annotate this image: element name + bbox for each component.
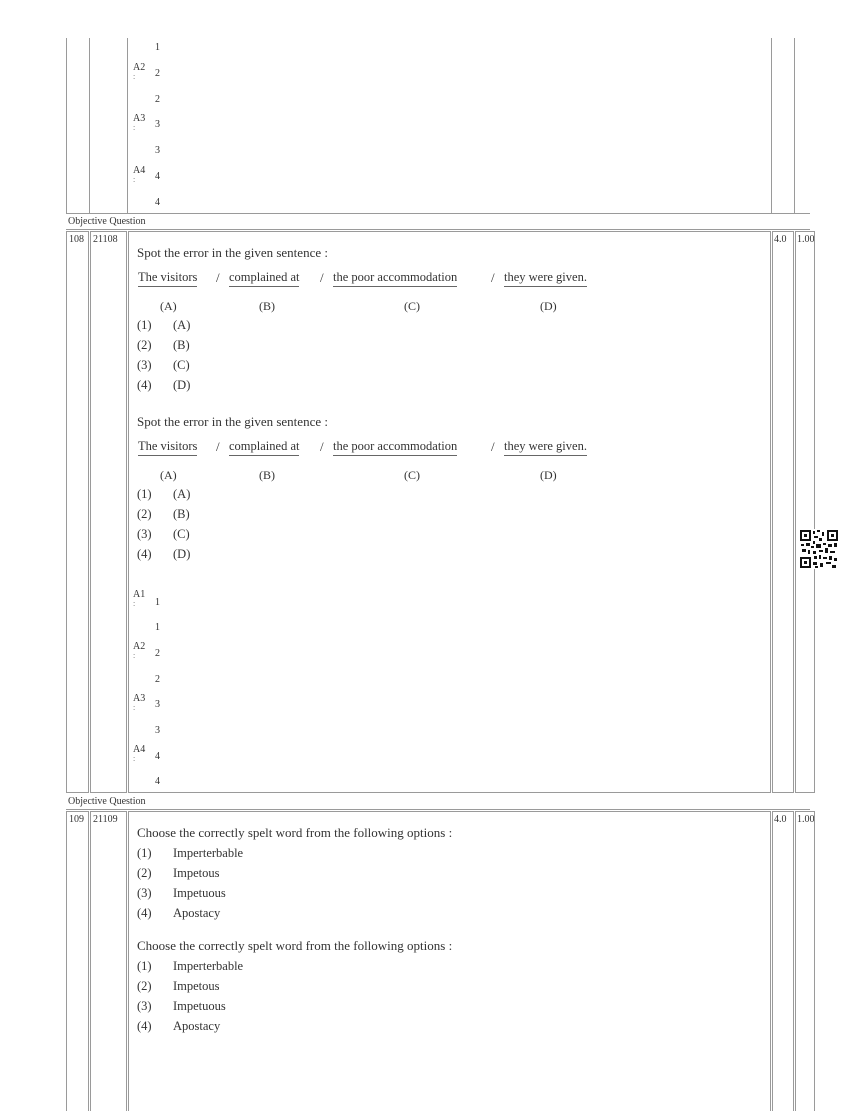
segment-label: (A) [160, 299, 177, 313]
serial-number: 109 [69, 814, 84, 825]
sentence-segment-b: complained at [229, 270, 299, 287]
answer-value: 4 [155, 197, 160, 208]
answer-label: A4 : [133, 744, 146, 763]
answer-label: A2 : [133, 641, 146, 660]
negative-marks-cell [795, 231, 815, 793]
segment-label: (B) [259, 299, 275, 313]
answer-value: 4 [155, 171, 160, 182]
option-3: (3) Impetuous [137, 999, 226, 1013]
sentence-segment-d: they were given. [504, 439, 587, 456]
option-2: (2) (B) [137, 507, 190, 521]
option-3: (3) (C) [137, 527, 190, 541]
segment-label: (B) [259, 468, 275, 482]
segment-label: (C) [404, 468, 420, 482]
slash: / [320, 270, 324, 285]
marks: 4.0 [774, 814, 787, 825]
answer-value: 1 [155, 42, 160, 53]
question-stem: Spot the error in the given sentence : [137, 414, 328, 429]
answer-label: A3 : [133, 693, 146, 712]
sentence-segment-a: The visitors [138, 270, 197, 287]
answer-label: A3 : [133, 113, 146, 132]
option-3: (3) Impetuous [137, 886, 226, 900]
option-4: (4) (D) [137, 547, 191, 561]
option-2: (2) Impetous [137, 866, 220, 880]
answer-value: 3 [155, 145, 160, 156]
answer-value: 4 [155, 776, 160, 787]
answer-value: 3 [155, 725, 160, 736]
question-id-cell [90, 231, 127, 793]
sentence-segment-c: the poor accommodation [333, 270, 457, 287]
answer-value: 4 [155, 751, 160, 762]
question-type-label: Objective Question [68, 796, 146, 807]
option-1: (1) (A) [137, 318, 191, 332]
segment-label: (D) [540, 468, 557, 482]
negative-marks: 1.00 [797, 814, 815, 825]
question-id-cell [90, 811, 127, 1111]
option-2: (2) (B) [137, 338, 190, 352]
answer-value: 1 [155, 597, 160, 608]
marks-cell [772, 231, 794, 793]
slash: / [216, 270, 220, 285]
marks-cell [772, 811, 794, 1111]
marks: 4.0 [774, 234, 787, 245]
question-type-label: Objective Question [68, 216, 146, 227]
answer-label: A4 : [133, 165, 146, 184]
option-4: (4) (D) [137, 378, 191, 392]
answer-label: A2 : [133, 62, 146, 81]
sentence-segment-c: the poor accommodation [333, 439, 457, 456]
negative-marks: 1.00 [797, 234, 815, 245]
option-1: (1) Imperterbable [137, 959, 244, 973]
option-4: (4) Apostacy [137, 906, 221, 920]
serial-number: 108 [69, 234, 84, 245]
option-1: (1) (A) [137, 487, 191, 501]
segment-label: (C) [404, 299, 420, 313]
answer-value: 2 [155, 68, 160, 79]
qr-code-icon [799, 529, 839, 573]
sentence-segment-d: they were given. [504, 270, 587, 287]
negative-marks-cell [795, 811, 815, 1111]
question-stem: Spot the error in the given sentence : [137, 245, 328, 260]
question-id: 21108 [93, 234, 118, 245]
option-3: (3) (C) [137, 358, 190, 372]
serial-cell [66, 231, 89, 793]
answer-value: 3 [155, 119, 160, 130]
segment-label: (D) [540, 299, 557, 313]
sentence-segment-a: The visitors [138, 439, 197, 456]
answer-label: A1 : [133, 589, 146, 608]
question-body-cell [128, 231, 771, 793]
slash: / [320, 439, 324, 454]
option-2: (2) Impetous [137, 979, 220, 993]
answer-value: 2 [155, 674, 160, 685]
slash: / [216, 439, 220, 454]
sentence-segment-b: complained at [229, 439, 299, 456]
serial-cell [66, 811, 89, 1111]
question-id: 21109 [93, 814, 118, 825]
answer-value: 3 [155, 699, 160, 710]
answer-value: 1 [155, 622, 160, 633]
slash: / [491, 270, 495, 285]
answer-value: 2 [155, 648, 160, 659]
slash: / [491, 439, 495, 454]
option-1: (1) Imperterbable [137, 846, 244, 860]
option-4: (4) Apostacy [137, 1019, 221, 1033]
question-stem: Choose the correctly spelt word from the following options : [137, 938, 453, 953]
question-stem: Choose the correctly spelt word from the following options : [137, 825, 453, 840]
answer-value: 2 [155, 94, 160, 105]
segment-label: (A) [160, 468, 177, 482]
